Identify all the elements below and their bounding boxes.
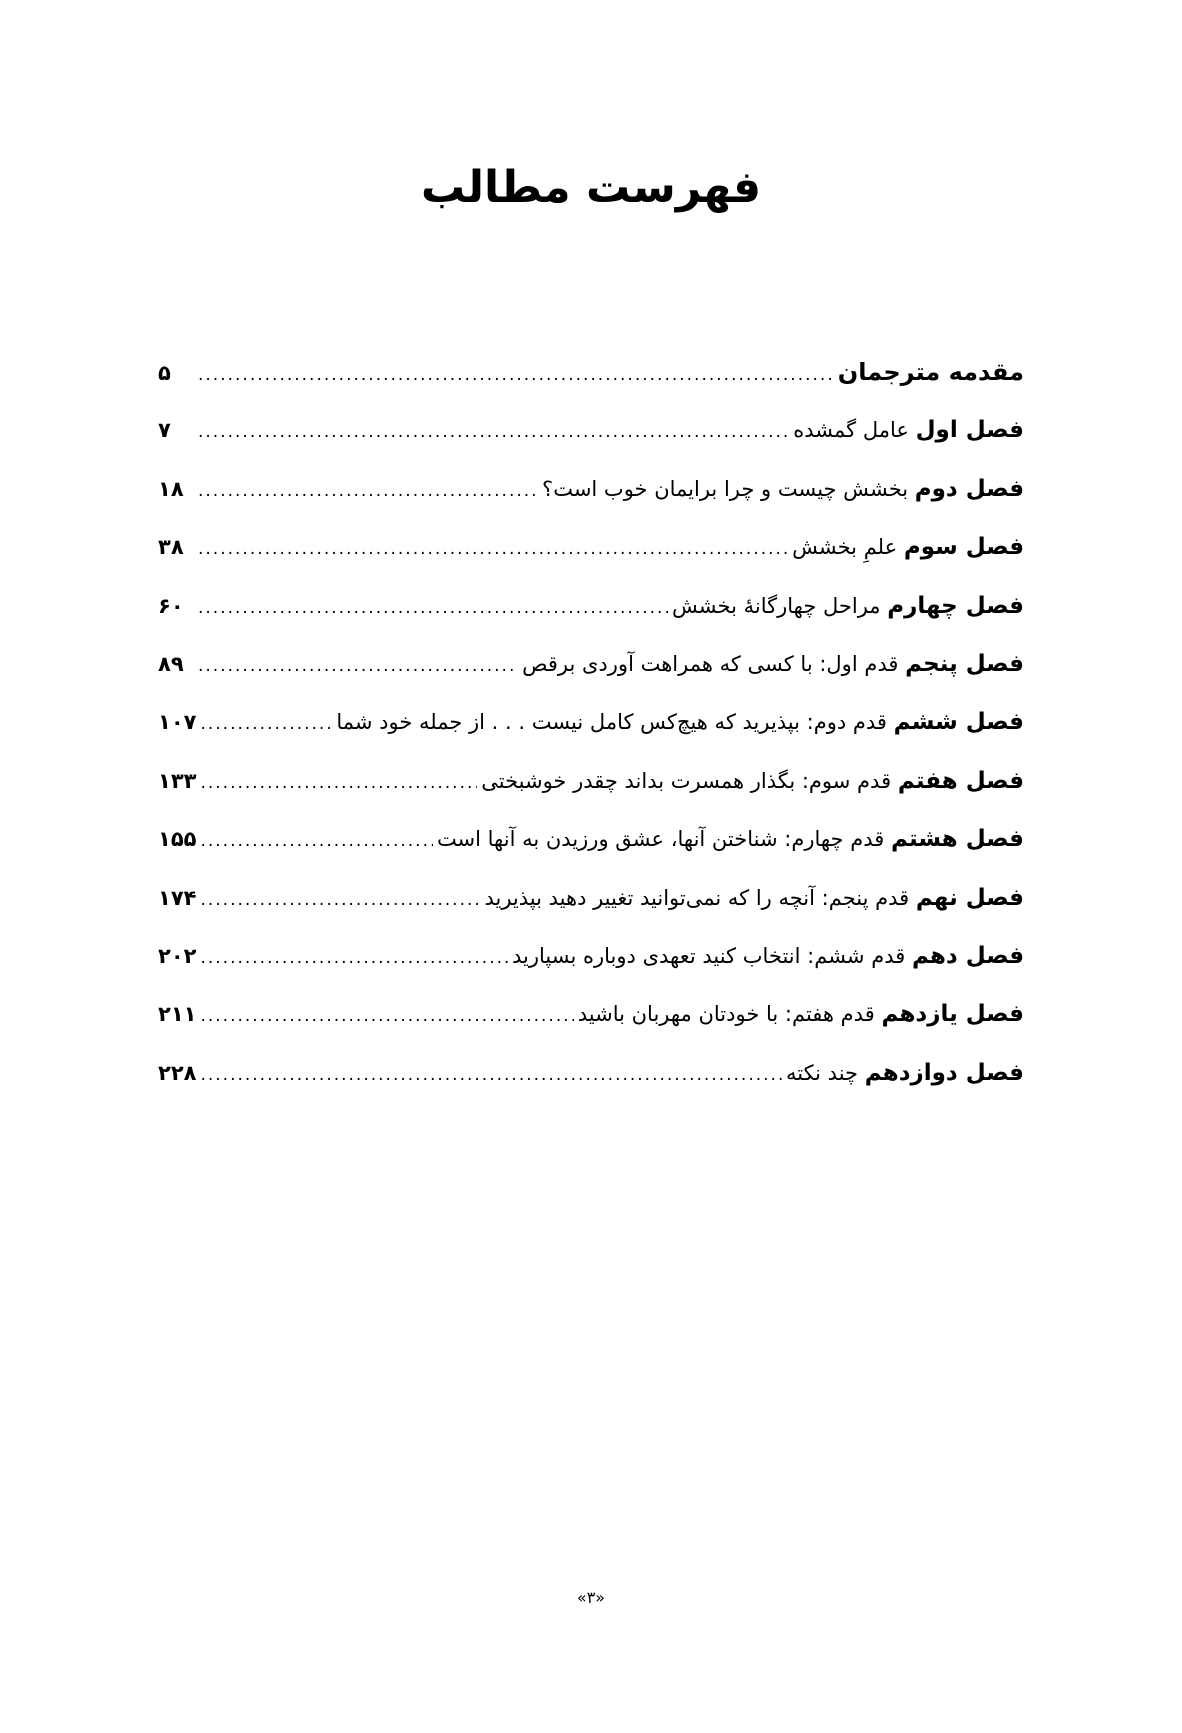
chapter-title: فصل نهم bbox=[915, 884, 1024, 911]
chapter-subtitle: بخشش چیست و چرا برایمان خوب است؟ bbox=[542, 476, 909, 501]
page-reference: ۱۵۵ bbox=[158, 827, 197, 852]
chapter-subtitle: قدم هفتم: با خودتان مهربان باشید bbox=[577, 1002, 875, 1027]
page-reference: ۳۸ bbox=[158, 535, 184, 560]
dot-leader bbox=[198, 481, 538, 501]
chapter-subtitle: چند نکته bbox=[785, 1060, 859, 1085]
chapter-title: فصل دوازدهم bbox=[864, 1059, 1024, 1086]
chapter-title: فصل سوم bbox=[903, 534, 1024, 561]
toc-entry-label bbox=[786, 1057, 1024, 1089]
toc-entry bbox=[158, 473, 1024, 531]
page-reference: ۶۰ bbox=[158, 593, 184, 618]
page-number: «۳» bbox=[576, 1588, 606, 1607]
chapter-subtitle: مراحل چهارگانۀ بخشش bbox=[672, 593, 881, 618]
toc-entry bbox=[158, 706, 1024, 764]
dot-leader bbox=[200, 1006, 573, 1026]
toc-entry-label bbox=[484, 882, 1024, 914]
dot-leader bbox=[198, 598, 668, 618]
chapter-subtitle: عامل گمشده bbox=[793, 418, 909, 443]
toc-entry bbox=[158, 648, 1024, 706]
toc-entry bbox=[158, 356, 1024, 414]
chapter-subtitle: قدم چهارم: شناختن آنها، عشق ورزیدن به آنها است bbox=[436, 827, 885, 852]
page-reference: ۱۸ bbox=[158, 476, 184, 501]
toc-entry-label bbox=[481, 765, 1024, 797]
page-reference: ۲۱۱ bbox=[158, 1002, 197, 1027]
dot-leader bbox=[198, 656, 518, 676]
toc-entry bbox=[158, 414, 1024, 472]
table-of-contents bbox=[158, 356, 1024, 1115]
chapter-title: فصل دوم bbox=[914, 475, 1024, 502]
dot-leader bbox=[200, 890, 480, 910]
toc-entry-label bbox=[336, 706, 1024, 738]
toc-entry-label bbox=[672, 590, 1024, 622]
chapter-title: فصل یازدهم bbox=[881, 1001, 1024, 1028]
toc-entry-label bbox=[542, 473, 1024, 505]
chapter-title: فصل ششم bbox=[893, 709, 1024, 736]
chapter-title: فصل اول bbox=[915, 417, 1024, 444]
dot-leader bbox=[198, 365, 834, 385]
chapter-title: فصل چهارم bbox=[887, 592, 1024, 619]
chapter-title: فصل هشتم bbox=[890, 826, 1024, 853]
page-reference: ۵ bbox=[158, 361, 171, 385]
toc-entry bbox=[158, 531, 1024, 589]
page-reference: ۸۹ bbox=[158, 651, 184, 676]
chapter-subtitle: قدم دوم: بپذیرید که هیچ‌کس کامل نیست . . . از جمله خود شما bbox=[336, 710, 887, 735]
page-reference: ۱۷۴ bbox=[158, 885, 197, 910]
toc-entry bbox=[158, 765, 1024, 823]
toc-entry bbox=[158, 1057, 1024, 1115]
toc-entry-label bbox=[793, 414, 1024, 446]
toc-entry-label bbox=[838, 356, 1024, 389]
chapter-subtitle: علمِ بخشش bbox=[792, 535, 898, 560]
dot-leader bbox=[200, 714, 332, 734]
toc-entry bbox=[158, 882, 1024, 940]
toc-entry-label bbox=[792, 531, 1024, 563]
chapter-title: مقدمه مترجمان bbox=[837, 358, 1024, 386]
page-reference: ۷ bbox=[158, 418, 171, 443]
toc-entry-label bbox=[522, 648, 1024, 680]
dot-leader bbox=[200, 773, 477, 793]
dot-leader bbox=[200, 831, 432, 851]
page-reference: ۲۲۸ bbox=[158, 1060, 197, 1085]
chapter-subtitle: قدم پنجم: آنچه را که نمی‌توانید تغییر دهید بپذیرید bbox=[484, 885, 910, 910]
toc-entry-label bbox=[437, 823, 1024, 855]
dot-leader bbox=[200, 948, 508, 968]
chapter-subtitle: قدم ششم: انتخاب کنید تعهدی دوباره بسپارید bbox=[512, 943, 906, 968]
chapter-subtitle: قدم سوم: بگذار همسرت بداند چقدر خوشبختی bbox=[481, 768, 892, 793]
chapter-title: فصل هفتم bbox=[897, 767, 1024, 794]
toc-entry bbox=[158, 940, 1024, 998]
page-reference: ۱۳۳ bbox=[158, 768, 197, 793]
page-reference: ۱۰۷ bbox=[158, 710, 197, 735]
page-reference: ۲۰۲ bbox=[158, 943, 197, 968]
dot-leader bbox=[200, 1065, 782, 1085]
page-title: فهرست مطالب bbox=[420, 162, 762, 213]
toc-entry bbox=[158, 590, 1024, 648]
toc-entry bbox=[158, 823, 1024, 881]
dot-leader bbox=[198, 539, 788, 559]
chapter-title: فصل پنجم bbox=[905, 650, 1024, 677]
toc-entry-label bbox=[512, 940, 1024, 972]
chapter-subtitle: قدم اول: با کسی که همراهت آوردی برقص bbox=[522, 651, 899, 676]
toc-entry bbox=[158, 998, 1024, 1056]
chapter-title: فصل دهم bbox=[911, 942, 1024, 969]
toc-entry-label bbox=[578, 998, 1024, 1030]
dot-leader bbox=[198, 422, 789, 442]
